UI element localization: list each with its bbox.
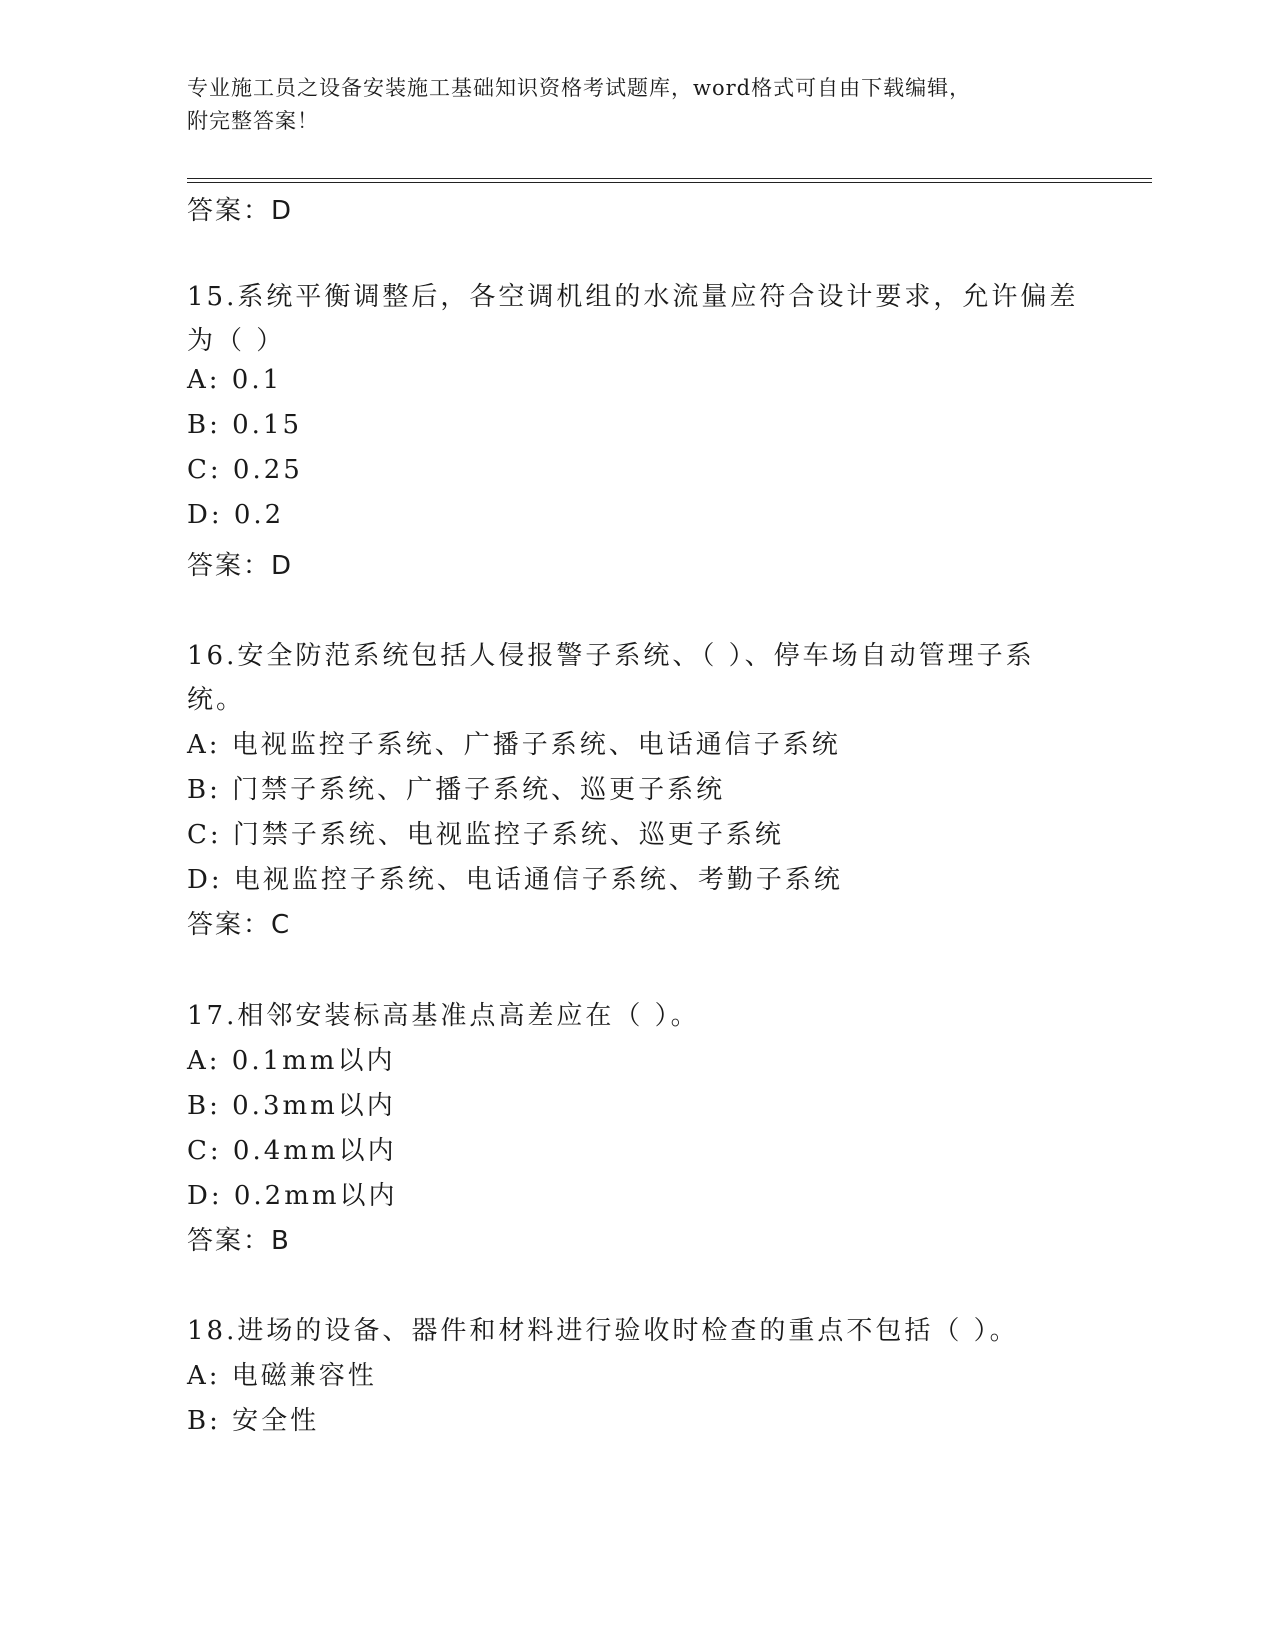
question-17-option-d: D: 0.2mm以内 (187, 1181, 398, 1211)
question-16-answer: 答案：C (187, 910, 292, 940)
question-16-option-b: B: 门禁子系统、广播子系统、巡更子系统 (187, 775, 726, 805)
header-rule-top (187, 178, 1152, 179)
question-16-stem-cont: 统。 (187, 685, 246, 715)
question-15-option-a: A: 0.1 (187, 365, 283, 395)
question-15-option-c: C: 0.25 (187, 455, 303, 485)
question-17-answer: 答案：B (187, 1226, 291, 1256)
question-16-stem: 16.安全防范系统包括人侵报警子系统、（ ）、停车场自动管理子系 (187, 641, 1035, 671)
question-15-answer: 答案：D (187, 551, 294, 581)
document-header (187, 72, 1087, 138)
question-17-option-c: C: 0.4mm以内 (187, 1136, 397, 1166)
header-line-1: 专业施工员之设备安装施工基础知识资格考试题库，word格式可自由下载编辑， (187, 76, 972, 100)
header-rule-bottom (187, 182, 1152, 183)
question-15-stem: 15.系统平衡调整后，各空调机组的水流量应符合设计要求，允许偏差 (187, 282, 1079, 312)
question-15-stem-cont: 为（ ） (187, 326, 286, 356)
question-15-option-d: D: 0.2 (187, 500, 285, 530)
question-17-option-a: A: 0.1mm以内 (187, 1046, 396, 1076)
question-16-option-c: C: 门禁子系统、电视监控子系统、巡更子系统 (187, 820, 784, 850)
question-17-stem: 17.相邻安装标高基准点高差应在（ ）。 (187, 1001, 700, 1031)
answer-line: 答案：D (187, 196, 294, 226)
question-18-stem: 18.进场的设备、器件和材料进行验收时检查的重点不包括（ ）。 (187, 1316, 1019, 1346)
header-line-2: 附完整答案！ (187, 109, 319, 133)
question-16-option-a: A: 电视监控子系统、广播子系统、电话通信子系统 (187, 730, 841, 760)
question-18-option-b: B: 安全性 (187, 1406, 320, 1436)
question-17-option-b: B: 0.3mm以内 (187, 1091, 396, 1121)
question-16-option-d: D: 电视监控子系统、电话通信子系统、考勤子系统 (187, 865, 843, 895)
question-15-option-b: B: 0.15 (187, 410, 303, 440)
question-18-option-a: A: 电磁兼容性 (187, 1361, 377, 1391)
